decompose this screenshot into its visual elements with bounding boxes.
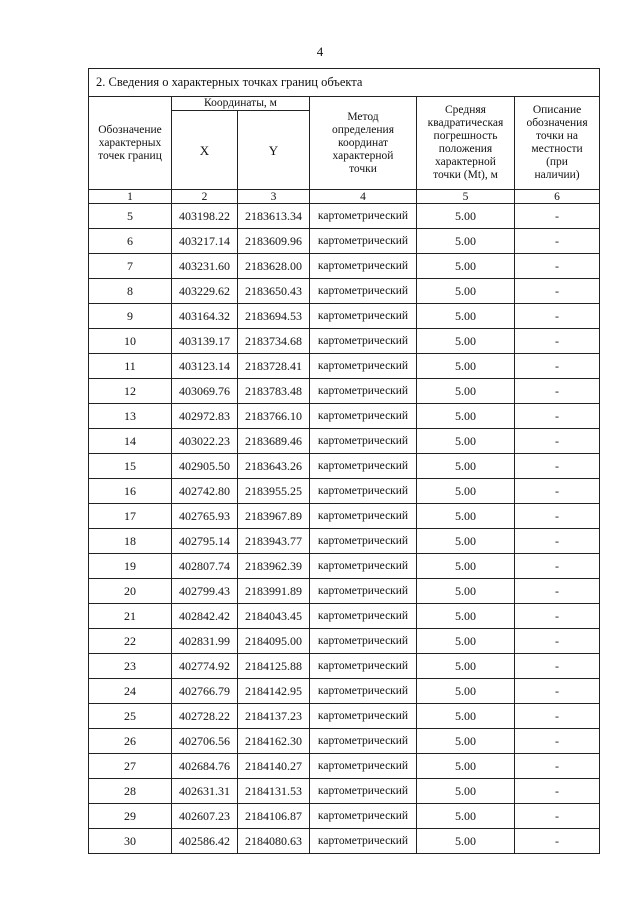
method-cell: картометрический bbox=[310, 529, 417, 554]
x-coordinate-cell: 402706.56 bbox=[172, 729, 238, 754]
point-cell: 5 bbox=[89, 204, 172, 229]
method-cell: картометрический bbox=[310, 329, 417, 354]
x-coordinate-cell: 402799.43 bbox=[172, 579, 238, 604]
table-row bbox=[89, 354, 600, 379]
section-title: 2. Сведения о характерных точках границ объекта bbox=[89, 69, 600, 97]
point-cell: 14 bbox=[89, 429, 172, 454]
description-cell: - bbox=[515, 654, 600, 679]
x-coordinate-cell: 402831.99 bbox=[172, 629, 238, 654]
y-coordinate-cell: 2183613.34 bbox=[238, 204, 310, 229]
table-row bbox=[89, 454, 600, 479]
y-coordinate-cell: 2183783.48 bbox=[238, 379, 310, 404]
table-row bbox=[89, 829, 600, 854]
y-coordinate-cell: 2183766.10 bbox=[238, 404, 310, 429]
y-coordinate-cell: 2184140.27 bbox=[238, 754, 310, 779]
description-cell: - bbox=[515, 354, 600, 379]
y-coordinate-cell: 2183628.00 bbox=[238, 254, 310, 279]
boundary-points-table bbox=[88, 68, 600, 854]
column-number: 6 bbox=[515, 190, 600, 204]
method-cell: картометрический bbox=[310, 454, 417, 479]
y-coordinate-cell: 2184125.88 bbox=[238, 654, 310, 679]
description-cell: - bbox=[515, 729, 600, 754]
method-cell: картометрический bbox=[310, 554, 417, 579]
description-cell: - bbox=[515, 704, 600, 729]
method-cell: картометрический bbox=[310, 579, 417, 604]
accuracy-cell: 5.00 bbox=[417, 329, 515, 354]
x-coordinate-cell: 403069.76 bbox=[172, 379, 238, 404]
accuracy-cell: 5.00 bbox=[417, 779, 515, 804]
accuracy-cell: 5.00 bbox=[417, 429, 515, 454]
method-cell: картометрический bbox=[310, 679, 417, 704]
method-cell: картометрический bbox=[310, 354, 417, 379]
header-accuracy-line: квадратическая bbox=[427, 117, 504, 129]
accuracy-cell: 5.00 bbox=[417, 379, 515, 404]
table-row bbox=[89, 604, 600, 629]
accuracy-cell: 5.00 bbox=[417, 654, 515, 679]
header-coordinates: Координаты, м bbox=[172, 97, 310, 111]
point-cell: 28 bbox=[89, 779, 172, 804]
accuracy-cell: 5.00 bbox=[417, 454, 515, 479]
header-description-line: обозначения bbox=[526, 117, 588, 129]
description-cell: - bbox=[515, 504, 600, 529]
header-point-line: характерных bbox=[98, 136, 162, 149]
header-description-line: местности bbox=[531, 143, 583, 155]
x-coordinate-cell: 402766.79 bbox=[172, 679, 238, 704]
header-x: X bbox=[172, 111, 238, 190]
table-row bbox=[89, 504, 600, 529]
header-method bbox=[310, 97, 417, 190]
point-cell: 15 bbox=[89, 454, 172, 479]
table-row bbox=[89, 704, 600, 729]
method-cell: картометрический bbox=[310, 654, 417, 679]
accuracy-cell: 5.00 bbox=[417, 804, 515, 829]
y-coordinate-cell: 2184142.95 bbox=[238, 679, 310, 704]
header-accuracy bbox=[417, 97, 515, 190]
column-number: 1 bbox=[89, 190, 172, 204]
x-coordinate-cell: 403123.14 bbox=[172, 354, 238, 379]
point-cell: 21 bbox=[89, 604, 172, 629]
boundary-points-sheet bbox=[88, 68, 599, 854]
header-description-line: (при bbox=[546, 156, 568, 168]
method-cell: картометрический bbox=[310, 629, 417, 654]
method-cell: картометрический bbox=[310, 379, 417, 404]
x-coordinate-cell: 402774.92 bbox=[172, 654, 238, 679]
method-cell: картометрический bbox=[310, 254, 417, 279]
method-cell: картометрический bbox=[310, 279, 417, 304]
x-coordinate-cell: 402728.22 bbox=[172, 704, 238, 729]
description-cell: - bbox=[515, 804, 600, 829]
table-row bbox=[89, 579, 600, 604]
header-description-line: точки на bbox=[536, 130, 579, 142]
accuracy-cell: 5.00 bbox=[417, 304, 515, 329]
point-cell: 10 bbox=[89, 329, 172, 354]
header-point bbox=[89, 97, 172, 190]
column-number: 2 bbox=[172, 190, 238, 204]
x-coordinate-cell: 403231.60 bbox=[172, 254, 238, 279]
header-accuracy-line: погрешность bbox=[433, 130, 498, 142]
y-coordinate-cell: 2183609.96 bbox=[238, 229, 310, 254]
description-cell: - bbox=[515, 204, 600, 229]
y-coordinate-cell: 2184095.00 bbox=[238, 629, 310, 654]
description-cell: - bbox=[515, 779, 600, 804]
column-number: 5 bbox=[417, 190, 515, 204]
description-cell: - bbox=[515, 329, 600, 354]
method-cell: картометрический bbox=[310, 429, 417, 454]
accuracy-cell: 5.00 bbox=[417, 504, 515, 529]
accuracy-cell: 5.00 bbox=[417, 354, 515, 379]
header-y: Y bbox=[238, 111, 310, 190]
table-row bbox=[89, 229, 600, 254]
table-row bbox=[89, 404, 600, 429]
accuracy-cell: 5.00 bbox=[417, 754, 515, 779]
header-method-line: Метод bbox=[347, 110, 379, 123]
header-method-line: определения bbox=[331, 123, 394, 136]
x-coordinate-cell: 403217.14 bbox=[172, 229, 238, 254]
point-cell: 11 bbox=[89, 354, 172, 379]
description-cell: - bbox=[515, 679, 600, 704]
y-coordinate-cell: 2184106.87 bbox=[238, 804, 310, 829]
table-row bbox=[89, 629, 600, 654]
description-cell: - bbox=[515, 479, 600, 504]
point-cell: 24 bbox=[89, 679, 172, 704]
column-number: 3 bbox=[238, 190, 310, 204]
x-coordinate-cell: 402842.42 bbox=[172, 604, 238, 629]
description-cell: - bbox=[515, 629, 600, 654]
x-coordinate-cell: 402684.76 bbox=[172, 754, 238, 779]
description-cell: - bbox=[515, 404, 600, 429]
y-coordinate-cell: 2183650.43 bbox=[238, 279, 310, 304]
accuracy-cell: 5.00 bbox=[417, 554, 515, 579]
header-description-line: Описание bbox=[532, 104, 582, 116]
description-cell: - bbox=[515, 529, 600, 554]
table-row bbox=[89, 779, 600, 804]
y-coordinate-cell: 2183694.53 bbox=[238, 304, 310, 329]
table-row bbox=[89, 729, 600, 754]
accuracy-cell: 5.00 bbox=[417, 279, 515, 304]
accuracy-cell: 5.00 bbox=[417, 704, 515, 729]
description-cell: - bbox=[515, 229, 600, 254]
point-cell: 22 bbox=[89, 629, 172, 654]
accuracy-cell: 5.00 bbox=[417, 404, 515, 429]
x-coordinate-cell: 403229.62 bbox=[172, 279, 238, 304]
accuracy-cell: 5.00 bbox=[417, 579, 515, 604]
accuracy-cell: 5.00 bbox=[417, 254, 515, 279]
description-cell: - bbox=[515, 454, 600, 479]
method-cell: картометрический bbox=[310, 479, 417, 504]
x-coordinate-cell: 402607.23 bbox=[172, 804, 238, 829]
page-number: 4 bbox=[316, 44, 324, 59]
method-cell: картометрический bbox=[310, 779, 417, 804]
point-cell: 19 bbox=[89, 554, 172, 579]
x-coordinate-cell: 402807.74 bbox=[172, 554, 238, 579]
point-cell: 25 bbox=[89, 704, 172, 729]
header-description-line: наличии) bbox=[534, 169, 580, 181]
point-cell: 7 bbox=[89, 254, 172, 279]
accuracy-cell: 5.00 bbox=[417, 529, 515, 554]
x-coordinate-cell: 403198.22 bbox=[172, 204, 238, 229]
header-method-line: характерной bbox=[332, 149, 394, 162]
method-cell: картометрический bbox=[310, 729, 417, 754]
x-coordinate-cell: 403022.23 bbox=[172, 429, 238, 454]
method-cell: картометрический bbox=[310, 229, 417, 254]
table-row bbox=[89, 679, 600, 704]
accuracy-cell: 5.00 bbox=[417, 479, 515, 504]
y-coordinate-cell: 2184137.23 bbox=[238, 704, 310, 729]
description-cell: - bbox=[515, 304, 600, 329]
header-accuracy-line: характерной bbox=[435, 156, 496, 168]
point-cell: 6 bbox=[89, 229, 172, 254]
y-coordinate-cell: 2184080.63 bbox=[238, 829, 310, 854]
description-cell: - bbox=[515, 829, 600, 854]
point-cell: 26 bbox=[89, 729, 172, 754]
method-cell: картометрический bbox=[310, 304, 417, 329]
description-cell: - bbox=[515, 279, 600, 304]
table-row bbox=[89, 529, 600, 554]
point-cell: 29 bbox=[89, 804, 172, 829]
x-coordinate-cell: 402586.42 bbox=[172, 829, 238, 854]
header-accuracy-line: положения bbox=[438, 143, 493, 155]
table-row bbox=[89, 204, 600, 229]
method-cell: картометрический bbox=[310, 704, 417, 729]
method-cell: картометрический bbox=[310, 204, 417, 229]
point-cell: 12 bbox=[89, 379, 172, 404]
accuracy-cell: 5.00 bbox=[417, 604, 515, 629]
header-accuracy-line: Средняя bbox=[445, 104, 486, 116]
method-cell: картометрический bbox=[310, 504, 417, 529]
method-cell: картометрический bbox=[310, 804, 417, 829]
y-coordinate-cell: 2184131.53 bbox=[238, 779, 310, 804]
table-row bbox=[89, 304, 600, 329]
y-coordinate-cell: 2183955.25 bbox=[238, 479, 310, 504]
accuracy-cell: 5.00 bbox=[417, 229, 515, 254]
header-point-line: Обозначение bbox=[98, 123, 162, 136]
description-cell: - bbox=[515, 254, 600, 279]
x-coordinate-cell: 402742.80 bbox=[172, 479, 238, 504]
header-description bbox=[515, 97, 600, 190]
point-cell: 8 bbox=[89, 279, 172, 304]
table-row bbox=[89, 379, 600, 404]
accuracy-cell: 5.00 bbox=[417, 729, 515, 754]
y-coordinate-cell: 2183734.68 bbox=[238, 329, 310, 354]
accuracy-cell: 5.00 bbox=[417, 629, 515, 654]
table-row bbox=[89, 279, 600, 304]
table-row bbox=[89, 429, 600, 454]
x-coordinate-cell: 402972.83 bbox=[172, 404, 238, 429]
accuracy-cell: 5.00 bbox=[417, 679, 515, 704]
point-cell: 27 bbox=[89, 754, 172, 779]
table-row bbox=[89, 329, 600, 354]
column-number: 4 bbox=[310, 190, 417, 204]
method-cell: картометрический bbox=[310, 829, 417, 854]
method-cell: картометрический bbox=[310, 404, 417, 429]
table-row bbox=[89, 804, 600, 829]
point-cell: 16 bbox=[89, 479, 172, 504]
y-coordinate-cell: 2183991.89 bbox=[238, 579, 310, 604]
description-cell: - bbox=[515, 379, 600, 404]
header-accuracy-line: точки (Mt), м bbox=[433, 169, 498, 181]
method-cell: картометрический bbox=[310, 754, 417, 779]
x-coordinate-cell: 402765.93 bbox=[172, 504, 238, 529]
x-coordinate-cell: 403164.32 bbox=[172, 304, 238, 329]
header-method-line: координат bbox=[337, 136, 389, 149]
point-cell: 30 bbox=[89, 829, 172, 854]
accuracy-cell: 5.00 bbox=[417, 204, 515, 229]
y-coordinate-cell: 2183962.39 bbox=[238, 554, 310, 579]
y-coordinate-cell: 2183943.77 bbox=[238, 529, 310, 554]
y-coordinate-cell: 2184043.45 bbox=[238, 604, 310, 629]
table-row bbox=[89, 479, 600, 504]
description-cell: - bbox=[515, 604, 600, 629]
table-row bbox=[89, 754, 600, 779]
point-cell: 13 bbox=[89, 404, 172, 429]
y-coordinate-cell: 2183728.41 bbox=[238, 354, 310, 379]
y-coordinate-cell: 2183689.46 bbox=[238, 429, 310, 454]
x-coordinate-cell: 402905.50 bbox=[172, 454, 238, 479]
point-cell: 18 bbox=[89, 529, 172, 554]
x-coordinate-cell: 403139.17 bbox=[172, 329, 238, 354]
header-method-line: точки bbox=[349, 162, 377, 175]
table-row bbox=[89, 654, 600, 679]
table-row bbox=[89, 254, 600, 279]
y-coordinate-cell: 2184162.30 bbox=[238, 729, 310, 754]
description-cell: - bbox=[515, 429, 600, 454]
y-coordinate-cell: 2183643.26 bbox=[238, 454, 310, 479]
point-cell: 17 bbox=[89, 504, 172, 529]
x-coordinate-cell: 402795.14 bbox=[172, 529, 238, 554]
description-cell: - bbox=[515, 579, 600, 604]
description-cell: - bbox=[515, 754, 600, 779]
y-coordinate-cell: 2183967.89 bbox=[238, 504, 310, 529]
description-cell: - bbox=[515, 554, 600, 579]
point-cell: 23 bbox=[89, 654, 172, 679]
method-cell: картометрический bbox=[310, 604, 417, 629]
x-coordinate-cell: 402631.31 bbox=[172, 779, 238, 804]
point-cell: 20 bbox=[89, 579, 172, 604]
accuracy-cell: 5.00 bbox=[417, 829, 515, 854]
point-cell: 9 bbox=[89, 304, 172, 329]
table-row bbox=[89, 554, 600, 579]
header-point-line: точек границ bbox=[98, 149, 162, 162]
